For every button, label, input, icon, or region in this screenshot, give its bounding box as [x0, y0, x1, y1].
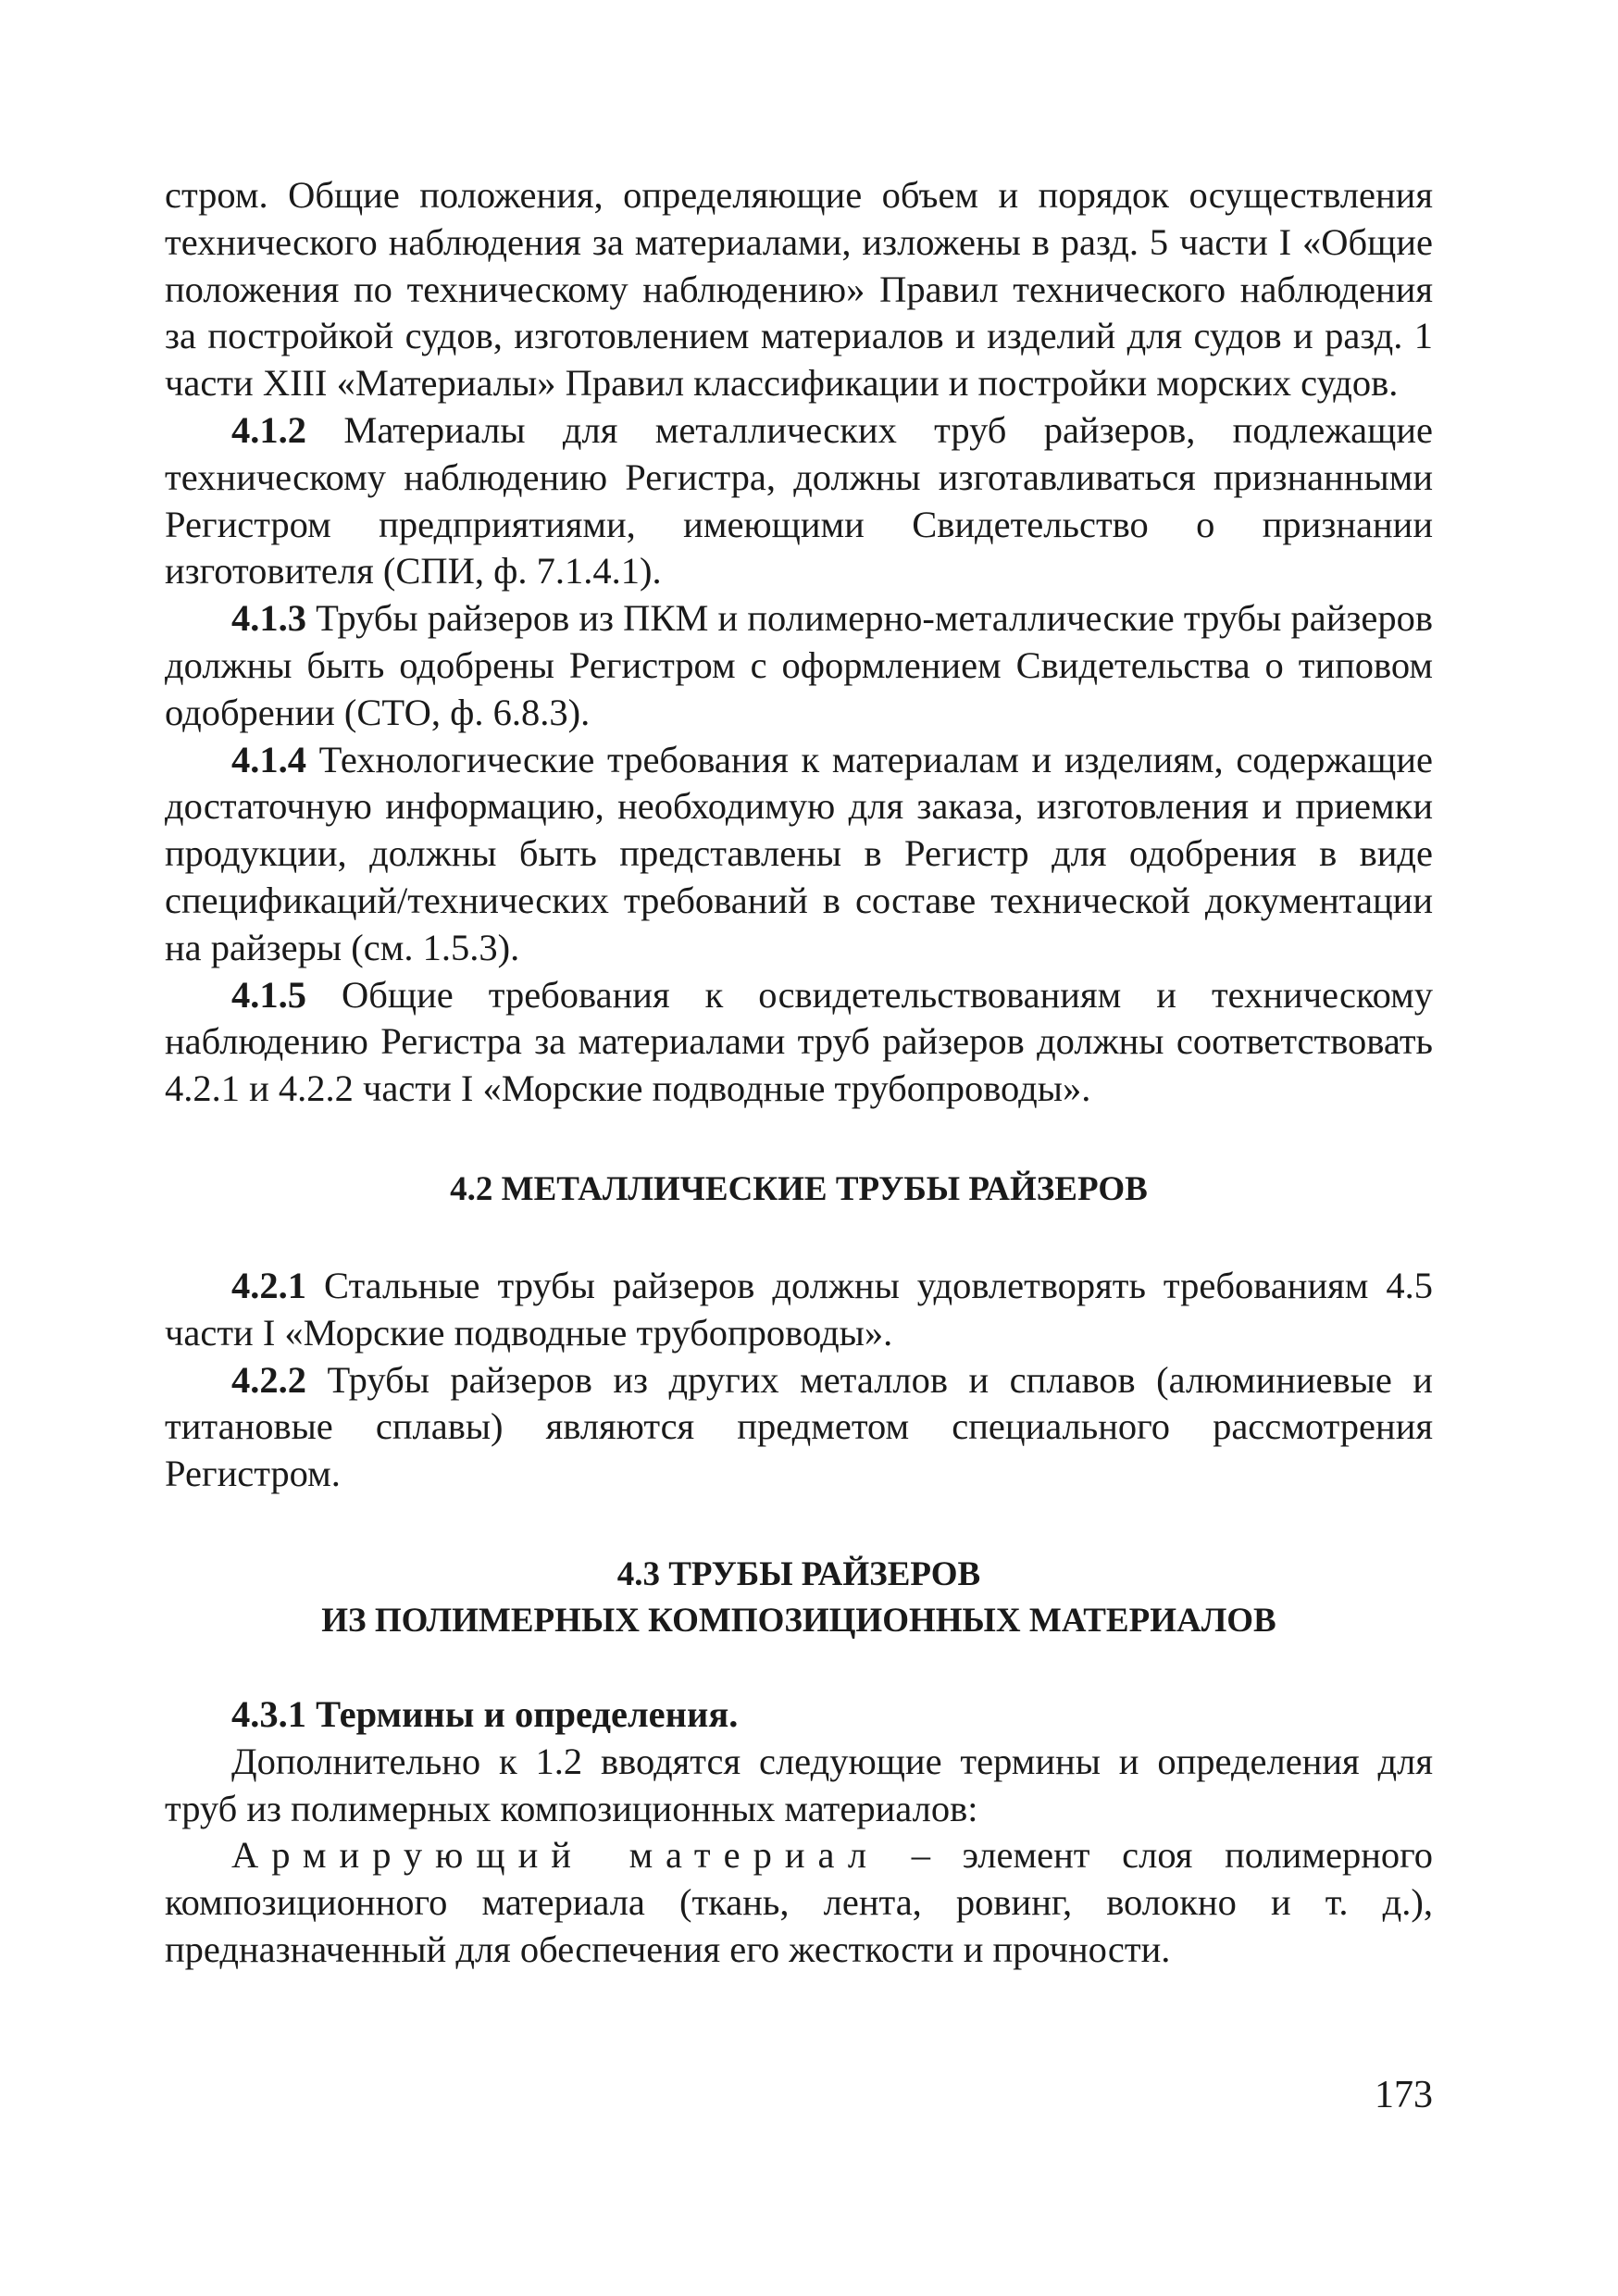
clause-number: 4.1.4: [231, 738, 306, 780]
paragraph-4-1-2: [165, 407, 1433, 595]
clause-text: Технологические требования к материалам и изделиям, содержащие достаточную информацию, необходимую для заказа, изготовления и приемки продукции, должны быть представлены в Регистр для одобрения в виде спецификаций/технических требований в составе технической документации на райзеры (см. 1.5.3).: [165, 738, 1433, 968]
clause-text: Материалы для металлических труб райзеров, подлежащие техническому наблюдению Регистра, должны изготавливаться признанными Регистром предприятиями, имеющими Свидетельство о признании изготовителя (СПИ, ф. 7.1.4.1).: [165, 408, 1433, 593]
clause-text: Трубы райзеров из других металлов и сплавов (алюминиевые и титановые сплавы) являются предметом специального рассмотрения Регистром.: [165, 1358, 1433, 1495]
section-heading-4-3: [165, 1552, 1433, 1644]
paragraph-4-1-3: [165, 595, 1433, 736]
clause-text: Общие требования к освидетельствованиям и техническому наблюдению Регистра за материалами труб райзеров должны соответствовать 4.2.1 и 4.2.2 части I «Морские подводные трубопроводы».: [165, 973, 1433, 1110]
paragraph-4-2-1: [165, 1263, 1433, 1357]
paragraph-definition: [165, 1832, 1433, 1973]
clause-number: 4.2.2: [231, 1358, 306, 1401]
clause-number: 4.1.5: [231, 973, 306, 1016]
paragraph-intro: Дополнительно к 1.2 вводятся следующие термины и определения для труб из полимерных композиционных материалов:: [165, 1740, 1433, 1829]
paragraph-4-1-4: [165, 737, 1433, 972]
page-body: [165, 172, 1433, 1974]
defined-term: Армирующий материал: [231, 1834, 880, 1877]
heading-line: ИЗ ПОЛИМЕРНЫХ КОМПОЗИЦИОННЫХ МАТЕРИАЛОВ: [321, 1601, 1276, 1640]
heading-line: 4.3 ТРУБЫ РАЙЗЕРОВ: [616, 1554, 981, 1593]
clause-number: 4.2.1: [231, 1264, 306, 1306]
subsection-heading-4-3-1: 4.3.1 Термины и определения.: [231, 1692, 739, 1735]
paragraph-4-1-5: [165, 972, 1433, 1113]
page-number: 173: [1375, 2074, 1433, 2116]
section-heading-4-2: 4.2 МЕТАЛЛИЧЕСКИЕ ТРУБЫ РАЙЗЕРОВ: [450, 1169, 1148, 1208]
definition-text: – элемент слоя полимерного композиционного материала (ткань, лента, ровинг, волокно и т. д.), предназначенный для обеспечения его жесткости и прочности.: [165, 1834, 1433, 1970]
clause-text: Трубы райзеров из ПКМ и полимерно-металлические трубы райзеров должны быть одобрены Регистром с оформлением Свидетельства о типовом одобрении (СТО, ф. 6.8.3).: [165, 597, 1433, 733]
clause-text: Стальные трубы райзеров должны удовлетворять требованиям 4.5 части I «Морские подводные трубопроводы».: [165, 1264, 1433, 1354]
paragraph-continuation: стром. Общие положения, определяющие объем и порядок осуществления технического наблюдения за материалами, изложены в разд. 5 части I «Общие положения по техническому наблюдению» Правил технического наблюдения за постройкой судов, изготовлением материалов и изделий для судов и разд. 1 части XIII «Материалы» Правил классификации и постройки морских судов.: [165, 174, 1433, 405]
clause-number: 4.1.2: [231, 408, 306, 451]
clause-number: 4.1.3: [231, 597, 306, 640]
paragraph-4-2-2: [165, 1357, 1433, 1498]
